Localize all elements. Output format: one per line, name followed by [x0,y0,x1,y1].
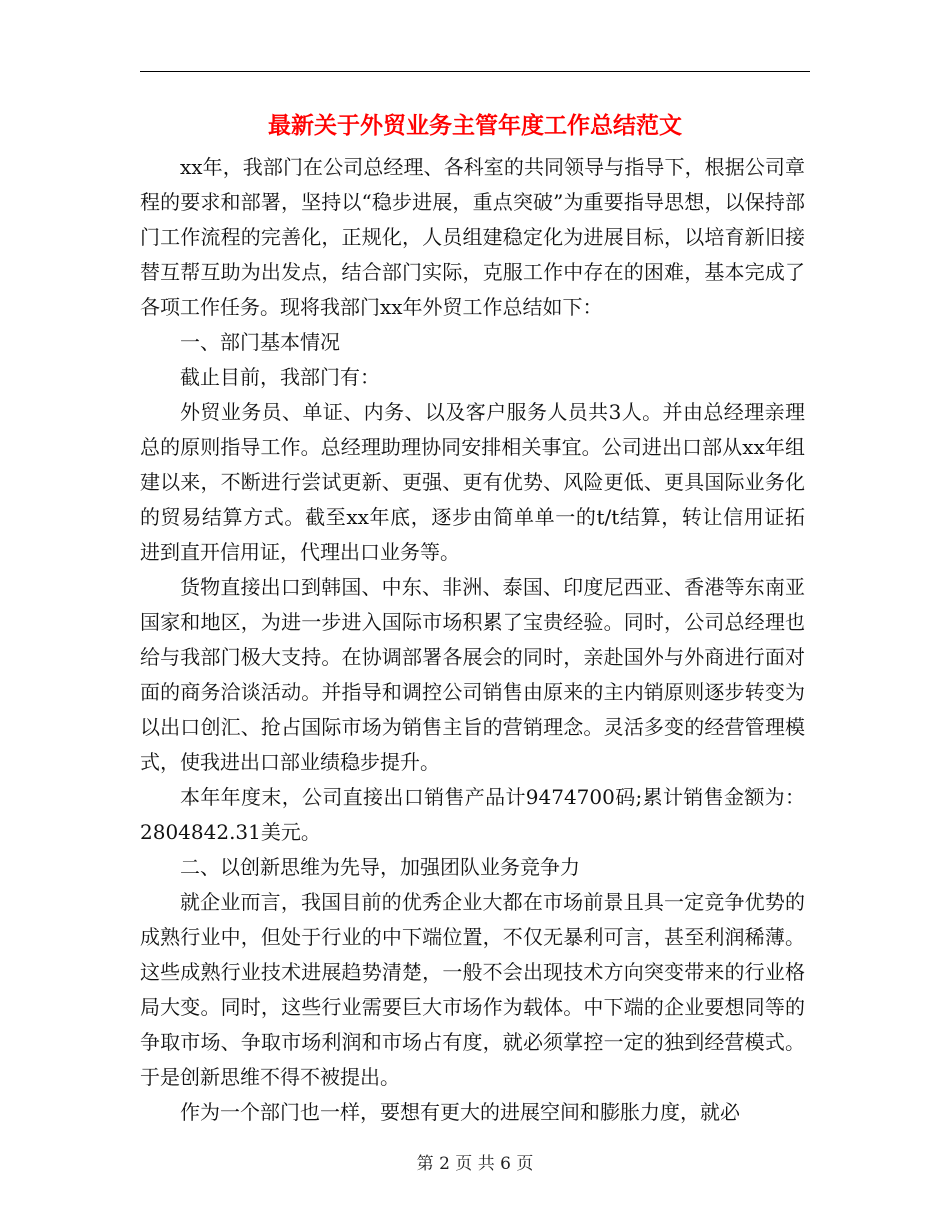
paragraph: 就企业而言，我国目前的优秀企业大都在市场前景且具一定竞争优势的成熟行业中，但处于行业的中下端位置，不仅无暴利可言，甚至利润稀薄。这些成熟行业技术进展趋势清楚，一般不会出现技术方向突变带来的行业格局大变。同时，这些行业需要巨大市场作为载体。中下端的企业要想同等的争取市场、争取市场利润和市场占有度，就必须掌控一定的独到经营模式。于是创新思维不得不被提出。 [140,890,805,1089]
paragraph-intro: xx年，我部门在公司总经理、各科室的共同领导与指导下，根据公司章程的要求和部署，坚持以“稳步进展，重点突破”为重要指导思想，以保持部门工作流程的完善化，正规化，人员组建稳定化为进展目标，以培育新旧接替互帮互助为出发点，结合部门实际，克服工作中存在的困难，基本完成了各项工作任务。现将我部门xx年外贸工作总结如下： [140,155,805,319]
document-body [140,150,805,1130]
paragraph: 截止目前，我部门有： [180,365,380,389]
header-rule [140,71,810,72]
section-heading-1: 一、部门基本情况 [180,330,340,354]
document-title: 最新关于外贸业务主管年度工作总结范文 [268,113,682,139]
paragraph: 货物直接出口到韩国、中东、非洲、泰国、印度尼西亚、香港等东南亚国家和地区，为进一步进入国际市场积累了宝贵经验。同时，公司总经理也给与我部门极大支持。在协调部署各展会的同时，亲赴国外与外商进行面对面的商务洽谈活动。并指导和调控公司销售由原来的主内销原则逐步转变为以出口创汇、抢占国际市场为销售主旨的营销理念。灵活多变的经营管理模式，使我进出口部业绩稳步提升。 [140,575,805,774]
paragraph: 本年年度末，公司直接出口销售产品计9474700码;累计销售金额为：2804842.31美元。 [140,785,805,844]
paragraph: 外贸业务员、单证、内务、以及客户服务人员共3人。并由总经理亲理总的原则指导工作。总经理助理协同安排相关事宜。公司进出口部从xx年组建以来，不断进行尝试更新、更强、更有优势、风险更低、更具国际业务化的贸易结算方式。截至xx年底，逐步由简单单一的t/t结算，转让信用证拓进到直开信用证，代理出口业务等。 [140,400,805,564]
page-number: 第 2 页 共 6 页 [416,1154,534,1174]
section-heading-2: 二、以创新思维为先导，加强团队业务竞争力 [180,855,580,879]
paragraph: 作为一个部门也一样，要想有更大的进展空间和膨胀力度，就必 [180,1100,740,1124]
